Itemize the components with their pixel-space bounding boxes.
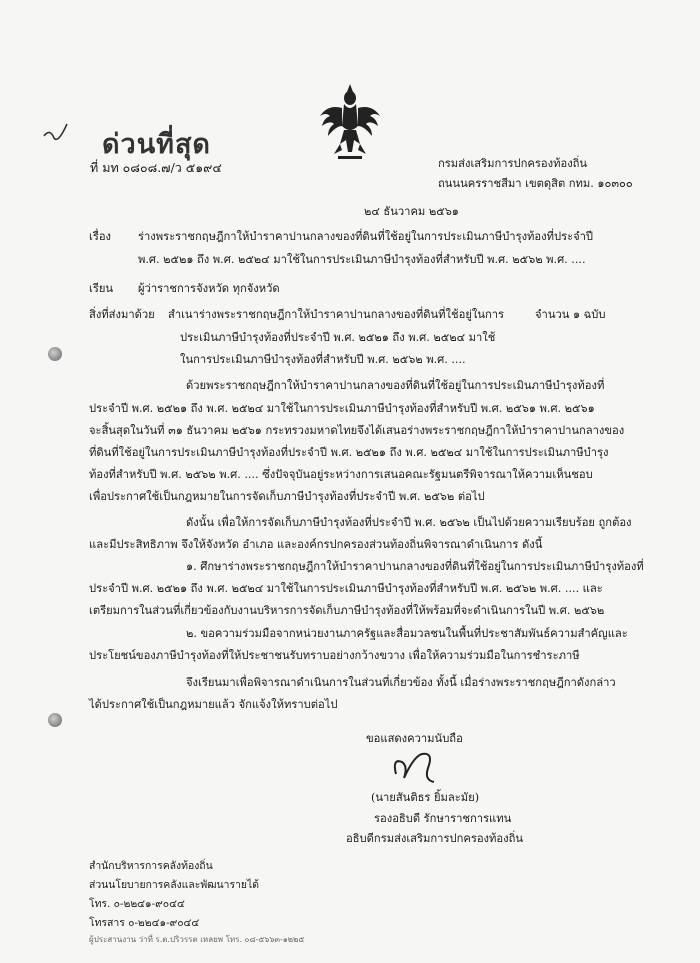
document-date: ๒๔ ธันวาคม ๒๕๖๑ bbox=[364, 205, 459, 218]
item2-line2: ประโยชน์ของภาษีบำรุงท้องที่ให้ประชาชนรับทราบอย่างกว้างขวาง เพื่อให้ความร่วมมือในการชำระภาษี bbox=[89, 649, 580, 662]
punch-hole-top bbox=[48, 347, 62, 361]
body-para2-line2: และมีประสิทธิภาพ จึงให้จังหวัด อำเภอ และองค์กรปกครองส่วนท้องถิ่นพิจารณาดำเนินการ ดังนี้ bbox=[89, 538, 543, 551]
footer-office: สำนักบริหารการคลังท้องถิ่น bbox=[89, 860, 213, 872]
footer-fax: โทรสาร ๐-๒๒๔๑-๙๐๔๔ bbox=[89, 917, 200, 929]
footer-tel: โทร. ๐-๒๒๔๑-๙๐๔๔ bbox=[89, 898, 185, 910]
body-para1-line3: จะสิ้นสุดในวันที่ ๓๑ ธันวาคม ๒๕๖๑ กระทรวงมหาดไทยจึงได้เสนอร่างพระราชกฤษฎีกาให้บำราคาปานกลางของ bbox=[89, 424, 625, 437]
check-mark-icon bbox=[40, 120, 70, 146]
enclosure-line-3: ในการประเมินภาษีบำรุงท้องที่สำหรับปี พ.ศ. ๒๕๖๒ พ.ศ. .... bbox=[180, 353, 466, 366]
item1-line1: ๑. ศึกษาร่างพระราชกฤษฎีกาให้บำราคาปานกลางของที่ดินที่ใช้อยู่ในการประเมินภาษีบำรุงท้องที่ bbox=[186, 560, 644, 573]
urgency-stamp: ด่วนที่สุด bbox=[102, 129, 211, 160]
body-para1-line2: ประจำปี พ.ศ. ๒๕๒๑ ถึง พ.ศ. ๒๕๒๔ มาใช้ในการประเมินภาษีบำรุงท้องที่สำหรับปี พ.ศ. ๒๕๖๑ พ.ศ. ๒๕๖๑ bbox=[89, 402, 595, 415]
enclosure-quantity: จำนวน ๑ ฉบับ bbox=[535, 308, 606, 321]
item1-line2: ประจำปี พ.ศ. ๒๕๒๑ ถึง พ.ศ. ๒๕๒๔ มาใช้ในการประเมินภาษีบำรุงท้องที่สำหรับปี พ.ศ. ๒๕๖๒ พ.ศ. .... และ bbox=[89, 582, 603, 595]
signer-title-1: รองอธิบดี รักษาราชการแทน bbox=[374, 812, 512, 825]
subject-line-1: ร่างพระราชกฤษฎีกาให้บำราคาปานกลางของที่ดินที่ใช้อยู่ในการประเมินภาษีบำรุงท้องที่ประจำปี bbox=[138, 230, 594, 243]
reference-number: ที่ มท ๐๘๐๘.๗/ว ๕๑๙๔ bbox=[90, 160, 222, 175]
body-para1-line4: ที่ดินที่ใช้อยู่ในการประเมินภาษีบำรุงท้องที่ประจำปี พ.ศ. ๒๕๒๑ ถึง พ.ศ. ๒๕๒๔ มาใช้ในการประเมินภาษีบำรุง bbox=[89, 446, 609, 459]
enclosure-label: สิ่งที่ส่งมาด้วย bbox=[89, 308, 155, 321]
garuda-emblem-icon bbox=[318, 82, 382, 162]
subject-label: เรื่อง bbox=[89, 230, 112, 243]
body-para1-line1: ด้วยพระราชกฤษฎีกาให้บำราคาปานกลางของที่ดินที่ใช้อยู่ในการประเมินภาษีบำรุงท้องที่ bbox=[186, 379, 605, 392]
signer-name: (นายสันติธร ยิ้มละมัย) bbox=[371, 791, 480, 804]
footer-contact: ผู้ประสานงาน ว่าที่ ร.ต.ปริวรรต เหลยพ โทร. ๐๘-๕๖๖๓-๑๒๒๕ bbox=[89, 935, 305, 944]
body-para3-line1: จึงเรียนมาเพื่อพิจารณาดำเนินการในส่วนที่เกี่ยวข้อง ทั้งนี้ เมื่อร่างพระราชกฤษฎีกาดังกล่าว bbox=[186, 676, 616, 689]
body-para2-line1: ดังนั้น เพื่อให้การจัดเก็บภาษีบำรุงท้องที่ประจำปี พ.ศ. ๒๕๖๒ เป็นไปด้วยความเรียบร้อย ถูกต้อง bbox=[186, 516, 632, 529]
enclosure-line-2: ประเมินภาษีบำรุงท้องที่ประจำปี พ.ศ. ๒๕๒๑ ถึง พ.ศ. ๒๕๒๔ มาใช้ bbox=[180, 331, 496, 344]
subject-line-2: พ.ศ. ๒๕๒๑ ถึง พ.ศ. ๒๕๒๔ มาใช้ในการประเมินภาษีบำรุงท้องที่สำหรับปี พ.ศ. ๒๕๖๒ พ.ศ. .... bbox=[138, 253, 586, 266]
signer-title-2: อธิบดีกรมส่งเสริมการปกครองท้องถิ่น bbox=[346, 832, 523, 845]
body-para1-line5: ท้องที่สำหรับปี พ.ศ. ๒๕๖๒ พ.ศ. .... ซึ่งปัจจุบันอยู่ระหว่างการเสนอคณะรัฐมนตรีพิจารณาให้ความเห็นชอบ bbox=[89, 468, 593, 481]
item2-line1: ๒. ขอความร่วมมือจากหน่วยงานภาครัฐและสื่อมวลชนในพื้นที่ประชาสัมพันธ์ความสำคัญและ bbox=[186, 627, 628, 640]
closing-regards: ขอแสดงความนับถือ bbox=[366, 732, 463, 745]
footer-division: ส่วนนโยบายการคลังและพัฒนารายได้ bbox=[89, 879, 259, 891]
body-para1-line6: เพื่อประกาศใช้เป็นกฎหมายในการจัดเก็บภาษีบำรุงท้องที่ประจำปี พ.ศ. ๒๕๖๒ ต่อไป bbox=[89, 490, 485, 503]
agency-address: ถนนนครราชสีมา เขตดุสิต กทม. ๑๐๓๐๐ bbox=[438, 177, 633, 190]
to-value: ผู้ว่าราชการจังหวัด ทุกจังหวัด bbox=[138, 282, 280, 295]
body-para3-line2: ได้ประกาศใช้เป็นกฎหมายแล้ว จักแจ้งให้ทราบต่อไป bbox=[89, 698, 338, 711]
agency-name: กรมส่งเสริมการปกครองท้องถิ่น bbox=[438, 157, 588, 170]
enclosure-line-1: สำเนาร่างพระราชกฤษฎีกาให้บำราคาปานกลางของที่ดินที่ใช้อยู่ในการ bbox=[168, 308, 505, 321]
punch-hole-bottom bbox=[48, 713, 62, 727]
item1-line3: เตรียมการในส่วนที่เกี่ยวข้องกับงานบริหารการจัดเก็บภาษีบำรุงท้องที่ให้พร้อมที่จะดำเนินการในปี พ.ศ. ๒๕๖๒ bbox=[89, 604, 605, 617]
signature-icon bbox=[388, 748, 444, 786]
to-label: เรียน bbox=[89, 282, 114, 295]
